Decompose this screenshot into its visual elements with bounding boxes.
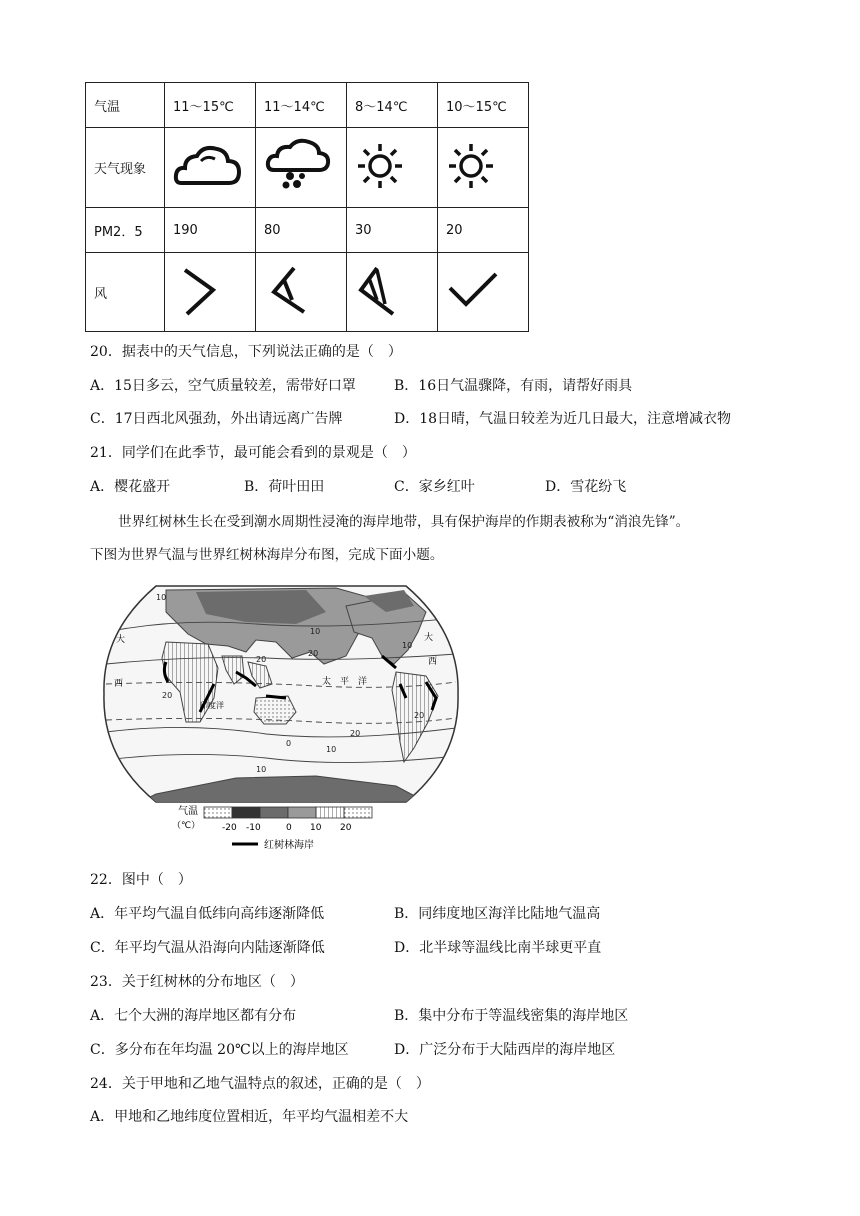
option-a[interactable]: A．樱花盛开 [90, 479, 171, 495]
option-c[interactable]: C．家乡红叶 [394, 479, 475, 495]
table-cell: 20 [438, 208, 529, 253]
option-c[interactable]: C．多分布在年均温 20℃以上的海岸地区 [90, 1042, 349, 1058]
table-cell: 11～14℃ [256, 83, 347, 128]
legend-tick: 10 [310, 823, 322, 833]
question-21: 21．同学们在此季节，最可能会看到的景观是（ ） [90, 445, 416, 461]
row-label: 天气现象 [86, 128, 165, 208]
question-24: 24．关于甲地和乙地气温特点的叙述，正确的是（ ） [90, 1076, 430, 1092]
wind-barb-3-icon [355, 260, 415, 320]
legend-title: 气温 [178, 806, 198, 817]
legend-mangrove-label: 红树林海岸 [264, 840, 314, 851]
table-row-wind [86, 253, 529, 332]
option-d[interactable]: D．雪花纷飞 [545, 479, 627, 495]
table-cell [165, 128, 256, 208]
table-cell: 10～15℃ [438, 83, 529, 128]
indian-ocean-label: 印度洋 [200, 701, 224, 710]
table-cell [256, 128, 347, 208]
question-23: 23．关于红树林的分布地区（ ） [90, 974, 304, 990]
question-22: 22．图中（ ） [90, 872, 192, 888]
isotherm-label: 20 [256, 655, 267, 664]
legend-tick: 20 [340, 823, 352, 833]
table-cell [347, 253, 438, 332]
isotherm-label: 10 [326, 745, 337, 754]
isotherm-label: 0 [286, 739, 292, 748]
option-a[interactable]: A．七个大洲的海岸地区都有分布 [90, 1008, 297, 1024]
atlantic-label: 西 [428, 657, 438, 667]
table-cell [438, 128, 529, 208]
option-a[interactable]: A．年平均气温自低纬向高纬逐渐降低 [90, 906, 325, 922]
option-b[interactable]: B．16日气温骤降，有雨，请帮好雨具 [394, 378, 633, 394]
question-20: 20．据表中的天气信息，下列说法正确的是（ ） [90, 344, 402, 360]
atlantic-label: 大 [424, 633, 434, 643]
option-d[interactable]: D．广泛分布于大陆西岸的海岸地区 [394, 1042, 616, 1058]
legend-tick: 0 [286, 823, 292, 833]
row-label: PM2．5 [86, 208, 165, 253]
table-cell: 190 [165, 208, 256, 253]
isotherm-label: 10 [402, 641, 413, 650]
pacific-label: 太 平 洋 [322, 677, 368, 687]
atlantic-label: 大 [116, 635, 126, 645]
isotherm-label: 20 [162, 691, 173, 700]
table-cell [165, 253, 256, 332]
option-d[interactable]: D．北半球等温线比南半球更平直 [394, 940, 602, 956]
table-row-weather [86, 128, 529, 208]
option-c[interactable]: C．年平均气温从沿海向内陆逐渐降低 [90, 940, 325, 956]
wind-calm-icon [446, 260, 506, 320]
rain-icon [264, 138, 334, 193]
weather-table [85, 82, 529, 332]
table-cell: 30 [347, 208, 438, 253]
isotherm-label: 10 [256, 765, 267, 774]
table-row-temperature [86, 83, 529, 128]
intro-line-2: 下图为世界气温与世界红树林海岸分布图，完成下面小题。 [90, 547, 444, 563]
map-legend [172, 805, 372, 851]
table-cell [438, 253, 529, 332]
world-temperature-map [96, 572, 466, 860]
option-c[interactable]: C．17日西北风强劲，外出请远离广告牌 [90, 411, 343, 427]
atlantic-label: 西 [114, 679, 124, 689]
table-cell: 11～15℃ [165, 83, 256, 128]
table-row-pm25 [86, 208, 529, 253]
isotherm-label: 20 [308, 649, 319, 658]
isotherm-label: 20 [414, 711, 425, 720]
option-b[interactable]: B．集中分布于等温线密集的海岸地区 [394, 1008, 629, 1024]
legend-tick: -10 [246, 823, 261, 833]
option-d[interactable]: D．18日晴，气温日较差为近几日最大，注意增减衣物 [394, 411, 732, 427]
map-svg [96, 572, 466, 860]
legend-unit: （℃） [172, 821, 201, 831]
option-a[interactable]: A．15日多云，空气质量较差，需带好口罩 [90, 378, 356, 394]
legend-tick: -20 [222, 823, 237, 833]
table-cell [347, 128, 438, 208]
isotherm-label: 10 [156, 593, 167, 602]
isotherm-label: 10 [310, 627, 321, 636]
row-label: 气温 [86, 83, 165, 128]
wind-barb-1-icon [173, 260, 233, 320]
intro-line-1: 世界红树林生长在受到潮水周期性浸淹的海岸地带，具有保护海岸的作期表被称为“消浪先锋”。 [118, 514, 690, 530]
sunny-icon [355, 141, 405, 191]
sunny-icon [446, 141, 496, 191]
table-cell [256, 253, 347, 332]
row-label: 风 [86, 253, 165, 332]
option-b[interactable]: B．荷叶田田 [244, 479, 325, 495]
cloudy-icon [173, 141, 243, 191]
option-a[interactable]: A．甲地和乙地纬度位置相近，年平均气温相差不大 [90, 1109, 409, 1125]
option-b[interactable]: B．同纬度地区海洋比陆地气温高 [394, 906, 601, 922]
wind-barb-2-icon [264, 260, 324, 320]
table-cell: 80 [256, 208, 347, 253]
table-cell: 8～14℃ [347, 83, 438, 128]
isotherm-label: 20 [350, 729, 361, 738]
